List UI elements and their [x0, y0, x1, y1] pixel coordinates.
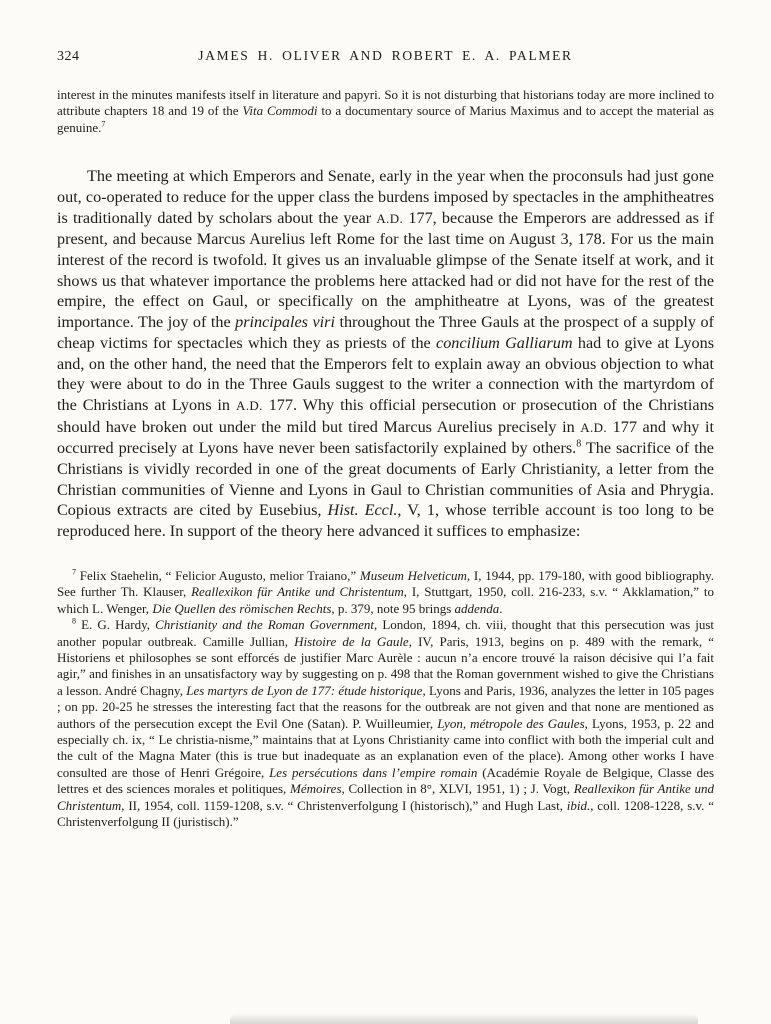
footnote-marker: 8 — [576, 438, 582, 450]
page-header — [57, 48, 714, 66]
italic-text: Reallexikon für Antike und Christentum — [191, 584, 404, 600]
italic-text: Les martyrs de Lyon de 177: étude historique — [186, 682, 423, 698]
main-body-paragraph — [57, 166, 714, 542]
text-run: , II, 1954, coll. 1159-1208, s.v. “ Christenverfolgung I (historisch),” and Hugh Last, — [121, 797, 567, 813]
text-run: , Lyons, 1953, p. 22 and especially ch. ix, “ Le christia-nisme,” maintains that at Lyons Christianity came into conflict with both the imperial cult and the cult of the Magna Mater (this is true but inadequate as an explanation even of the place). Among other works I have consulted are those of Henri Grégoire, — [57, 715, 714, 780]
text-run: 177. Why this official persecution or prosecution of the Christians should have broken out under the mild but tired Marcus Aurelius precisely in — [57, 395, 714, 436]
text-run: , IV, Paris, 1913, begins on p. 489 with the remark, “ Historiens et philosophes se sont efforcés de justifier Marc Aurèle : aucun n’a encore trouvé la raison décisive qui l’a fait agir,” and finishes in an unsatisfactory way by suggesting on p. 498 that the Roman government wished to give the Christians a lesson. André Chagny, — [57, 633, 715, 698]
text-run: , p. 379, note 95 brings — [331, 600, 455, 616]
text-run: 177 and why it occurred precisely at Lyons have never been satisfactorily explained by others. — [57, 417, 714, 458]
scan-shadow-artifact — [230, 1013, 698, 1024]
footnote-7 — [57, 568, 714, 617]
italic-text: Les persécutions dans l’empire romain — [269, 764, 478, 780]
footnote-marker: 7 — [72, 567, 77, 577]
carryover-paragraph — [57, 87, 714, 136]
italic-text: Christianity and the Roman Government — [155, 617, 374, 633]
italic-text: Mémoires — [290, 781, 342, 797]
text-run: 177, because the Emperors are addressed as if present, and because Marcus Aurelius left Rome for the last time on August 3, 178. For us the main interest of the record is twofold. It gives us an invaluable glimpse of the Senate itself at work, and it shows us that whatever importance the problems here attacked had or did not have for the rest of the empire, the effect on Gaul, or specifically on the amphitheatre at Lyons, was of the greatest importance. The joy of the — [57, 208, 714, 332]
italic-text: concilium Galliarum — [436, 333, 573, 352]
italic-text: ibid. — [566, 797, 591, 813]
text-run: , V, 1, whose terrible account is too long to be reproduced here. In support of the theory here advanced it suffices to emphasize: — [57, 501, 714, 541]
text-run: , Lyons and Paris, 1936, analyzes the letter in 105 pages ; on pp. 20-25 he stresses the interesting fact that the reasons for the outbreak are not given and that none are mentioned as authors of the persecution except the Evil One (Satan). P. Wuilleumier, — [57, 682, 714, 731]
page-number: 324 — [57, 49, 80, 64]
italic-text: addenda — [454, 600, 500, 616]
text-run: interest in the minutes manifests itself in literature and papyri. So it is not disturbing that historians today are more inclined to attribute chapters 18 and 19 of the — [57, 87, 714, 119]
italic-text: Die Quellen des römischen Rechts — [152, 600, 332, 616]
text-run: throughout the Three Gauls at the prospect of a supply of cheap victims for spectacles which they as priests of the — [57, 313, 714, 352]
italic-text: Hist. Eccl. — [327, 501, 398, 520]
small-caps-text: A.D. — [376, 210, 404, 226]
text-run: had to give at Lyons and, on the other hand, the need that the Emperors felt to explain away an obvious objection to what they were about to do in the Three Gauls suggest to the writer a connection with the martyrdom of the Christians at Lyons in — [57, 333, 715, 414]
italic-text: Reallexikon für Antike und Christentum — [57, 781, 714, 813]
italic-text: Histoire de la Gaule — [294, 633, 409, 649]
text-run: The meeting at which Emperors and Senate, early in the year when the proconsuls had just gone out, co-operated to reduce for the upper class the burdens imposed by spectacles in the amphitheatres is traditionally dated by scholars about the year — [57, 167, 714, 227]
text-run: , Collection in 8°, XLVI, 1951, 1) ; J. Vogt, — [341, 781, 574, 797]
text-run: . — [499, 600, 503, 616]
italic-text: Lyon, métropole des Gaules — [437, 715, 585, 731]
text-run: , London, 1894, ch. viii, thought that this persecution was just another popular outbreak. Camille Jullian, — [57, 617, 714, 649]
italic-text: Vita Commodi — [242, 103, 318, 119]
small-caps-text: A.D. — [235, 397, 263, 413]
text-run: to a documentary source of Marius Maximus and to accept the material as genuine. — [57, 103, 714, 135]
small-caps-text: A.D. — [580, 419, 608, 435]
text-run: (Académie Royale de Belgique, Classe des lettres et des sciences morales et politiques, — [57, 764, 714, 797]
footnote-marker: 7 — [101, 119, 106, 129]
text-run: , I, Stuttgart, 1950, coll. 216-233, s.v. “ Akklamation,” to which L. Wenger, — [57, 584, 714, 616]
italic-text: Museum Helveticum — [359, 567, 467, 583]
text-run: , I, 1944, pp. 179-180, with good bibliography. See further Th. Klauser, — [57, 567, 714, 600]
footnotes-section — [57, 568, 714, 831]
running-header-authors: JAMES H. OLIVER AND ROBERT E. A. PALMER — [198, 48, 573, 63]
text-run: The sacrifice of the Christians is vividly recorded in one of the great documents of Early Christianity, a letter from the Christian communities of Vienne and Lyons in Gaul to Christian communities of Asia and Phrygia. Copious extracts are cited by Eusebius, — [57, 439, 714, 520]
text-run: Felix Staehelin, “ Felicior Augusto, melior Traiano,” — [76, 567, 360, 583]
text-run: E. G. Hardy, — [76, 617, 156, 633]
footnote-8 — [57, 617, 714, 830]
text-run: , coll. 1208-1228, s.v. “ Christenverfolgung II (juristisch).” — [57, 797, 714, 829]
italic-text: principales viri — [235, 313, 335, 332]
footnote-marker: 8 — [72, 616, 77, 626]
